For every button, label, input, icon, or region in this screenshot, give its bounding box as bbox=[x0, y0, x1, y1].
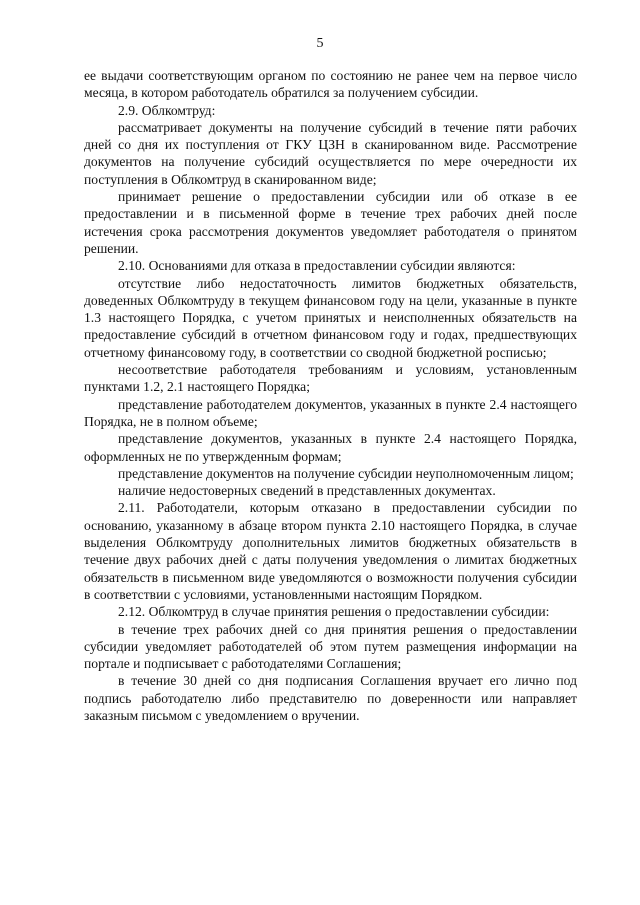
paragraph-14: в течение 30 дней со дня подписания Соглашения вручает его лично под подпись работодателю либо представителю по доверенности или направляет заказным письмом с уведомлением о вручении. bbox=[84, 673, 577, 723]
document-body bbox=[84, 67, 577, 724]
paragraph-3: принимает решение о предоставлении субсидии или об отказе в ее предоставлении и в письменной форме в течение трех рабочих дней после истечения срока рассмотрения документов уведомляет работодателя о принятом решении. bbox=[84, 189, 577, 256]
page-number: 5 bbox=[316, 36, 324, 51]
paragraph-1: 2.9. Облкомтруд: bbox=[118, 102, 216, 118]
paragraph-10: наличие недостоверных сведений в представленных документах. bbox=[118, 483, 496, 499]
paragraph-0: ее выдачи соответствующим органом по состоянию не ранее чем на первое число месяца, в котором работодатель обратился за получением субсидии. bbox=[84, 68, 577, 101]
paragraph-13: в течение трех рабочих дней со дня принятия решения о предоставлении субсидии уведомляет работодателей об этом путем размещения информации на портале и подписывает с работодателями Соглашения; bbox=[84, 621, 577, 672]
paragraph-8: представление документов, указанных в пункте 2.4 настоящего Порядка, оформленных не по утвержденным формам; bbox=[84, 431, 577, 464]
paragraph-4: 2.10. Основаниями для отказа в предоставлении субсидии являются: bbox=[118, 258, 516, 274]
paragraph-11: 2.11. Работодатели, которым отказано в предоставлении субсидии по основанию, указанному в абзаце втором пункта 2.10 настоящего Порядка, в случае выделения Облкомтруду дополнительных лимитов бюджетных обязательств в течение двух рабочих дней с даты получения уведомления о лимитах бюджетных обязательств в письменном виде уведомляются о возможности получения субсидии в соответствии с условиями, установленными настоящим Порядком. bbox=[84, 500, 577, 602]
paragraph-5: отсутствие либо недостаточность лимитов бюджетных обязательств, доведенных Облкомтруду в текущем финансовом году на цели, указанные в пункте 1.3 настоящего Порядка, с учетом принятых и неисполненных обязательств на предоставление субсидий в отчетном финансовом году и годах, предшествующих отчетному финансовому году, в соответствии со сводной бюджетной росписью; bbox=[84, 275, 577, 360]
paragraph-2: рассматривает документы на получение субсидий в течение пяти рабочих дней со дня их поступления от ГКУ ЦЗН в сканированном виде. Рассмотрение документов на получение субсидий осуществляется по мере очередности их поступления в Облкомтруд в сканированном виде; bbox=[84, 119, 577, 187]
paragraph-12: 2.12. Облкомтруд в случае принятия решения о предоставлении субсидии: bbox=[118, 604, 550, 620]
paragraph-9: представление документов на получение субсидии неуполномоченным лицом; bbox=[118, 465, 574, 481]
paragraph-7: представление работодателем документов, указанных в пункте 2.4 настоящего Порядка, не в полном объеме; bbox=[84, 396, 577, 429]
paragraph-6: несоответствие работодателя требованиям и условиям, установленным пунктами 1.2, 2.1 настоящего Порядка; bbox=[84, 362, 577, 395]
